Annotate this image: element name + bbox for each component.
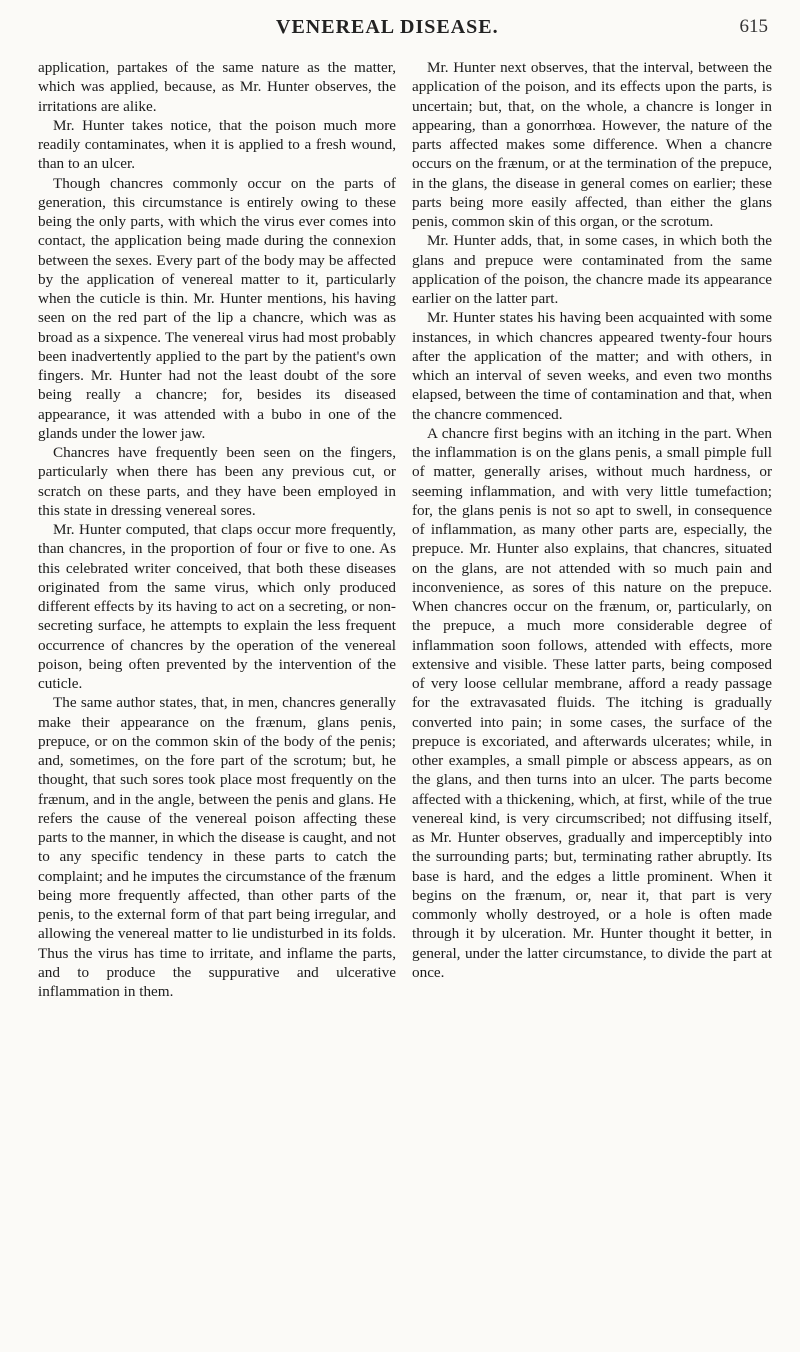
paragraph: application, partakes of the same nature as the matter, which was applied, because, as Mr. Hunter observes, the irritations are alike. (38, 59, 396, 115)
paragraph: The same author states, that, in men, chancres generally make their appearance on the frænum, glans penis, prepuce, or on the common skin of the body of the penis; and, sometimes, on the fore part of the scrotum; but, he thought, that such sores took place most frequently on the frænum, and in the angle, between the penis and glans. He refers the cause of the venereal poison affecting these parts to the manner, in which the disease is caught, and not to any specific tendency in these parts to catch the complaint; and he imputes the circumstance of the frænum being more frequently affected, than other parts of the penis, to the external form of that part being irregular, and allowing the venereal matter to lie undisturbed in its folds. Thus the virus has time to irritate, and inflame the parts, and to produce the suppurative and ulcerative inflammation in them. (38, 694, 396, 1000)
page-number: 615 (739, 16, 768, 37)
running-title: VENEREAL DISEASE. (276, 16, 499, 38)
paragraph: Though chancres commonly occur on the parts of generation, this circumstance is entirely owing to these being the only parts, with which the virus ever comes into contact, the application being made during the connexion between the sexes. Every part of the body may be affected by the application of venereal matter to it, particularly when the cuticle is thin. Mr. Hunter mentions, his having seen on the red part of the lip a chancre, which was as broad as a sixpence. The venereal virus had most probably been inadvertently applied to the part by the patient's own fingers. Mr. Hunter had not the least doubt of the sore being really a chancre; for, besides its diseased appearance, it was attended with a bubo in one of the glands under the lower jaw. (38, 174, 396, 442)
paragraph: Mr. Hunter computed, that claps occur more frequently, than chancres, in the proportion of four or five to one. As this celebrated writer conceived, that both these diseases originated from the same virus, which only produced different effects by its having to act on a secreting, or non-secreting surface, he attempts to explain the less frequent occurrence of chancres by the operation of the venereal poison, being often prevented by the intervention of the cuticle. (38, 521, 396, 692)
paragraph: Mr. Hunter states his having been acquainted with some instances, in which chancres appeared twenty-four hours after the application of the matter; and with others, in which an interval of seven weeks, and even two months elapsed, between the time of contamination and that, when the chancre commenced. (412, 309, 772, 423)
paragraph: Mr. Hunter adds, that, in some cases, in which both the glans and prepuce were contaminated from the same application of the poison, the chancre made its appearance earlier on the latter part. (412, 232, 772, 307)
page-header (0, 14, 800, 46)
paragraph: Mr. Hunter next observes, that the interval, between the application of the poison, and its effects upon the parts, is uncertain; but, that, on the whole, a chancre is longer in appearing, than a gonorrhœa. However, the nature of the parts affected makes some difference. When a chancre occurs on the frænum, or at the termination of the prepuce, in the glans, the disease in general comes on earlier; these parts being more easily affected, than either the glans penis, common skin of this organ, or the scrotum. (412, 59, 772, 230)
paragraph: Chancres have frequently been seen on the fingers, particularly when there has been any previous cut, or scratch on these parts, and they have been employed in this state in dressing venereal sores. (38, 444, 396, 519)
left-column (38, 58, 396, 1001)
paragraph: A chancre first begins with an itching in the part. When the inflammation is on the glans penis, a small pimple full of matter, generally arises, without much hardness, or seeming inflammation, and with very little tumefaction; for, the glans penis is not so apt to swell, in consequence of inflammation, as many other parts are, especially, the prepuce. Mr. Hunter also explains, that chancres, situated on the glans, are not attended with so much pain and inconvenience, as sores of this nature on the prepuce. When chancres occur on the frænum, or, particularly, on the prepuce, a much more considerable degree of inflammation soon follows, attended with effects, more extensive and visible. These latter parts, being composed of very loose cellular membrane, afford a ready passage for the extravasated fluids. The itching is gradually converted into pain; in some cases, the surface of the prepuce is excoriated, and afterwards ulcerates; while, in other examples, a small pimple or abscess appears, as on the glans, and then turns into an ulcer. The parts become affected with a thickening, which, at first, while of the true venereal kind, is very circumscribed; not diffusing itself, as Mr. Hunter observes, gradually and imperceptibly into the surrounding parts; but, terminating rather abruptly. Its base is hard, and the edges a little prominent. When it begins on the frænum, or, near it, that part is very commonly wholly destroyed, or a hole is often made through it by ulceration. Mr. Hunter thought it better, in general, under the latter circumstance, to divide the part at once. (412, 424, 772, 981)
right-column (412, 58, 772, 982)
paragraph: Mr. Hunter takes notice, that the poison much more readily contaminates, when it is applied to a fresh wound, than to an ulcer. (38, 116, 396, 173)
